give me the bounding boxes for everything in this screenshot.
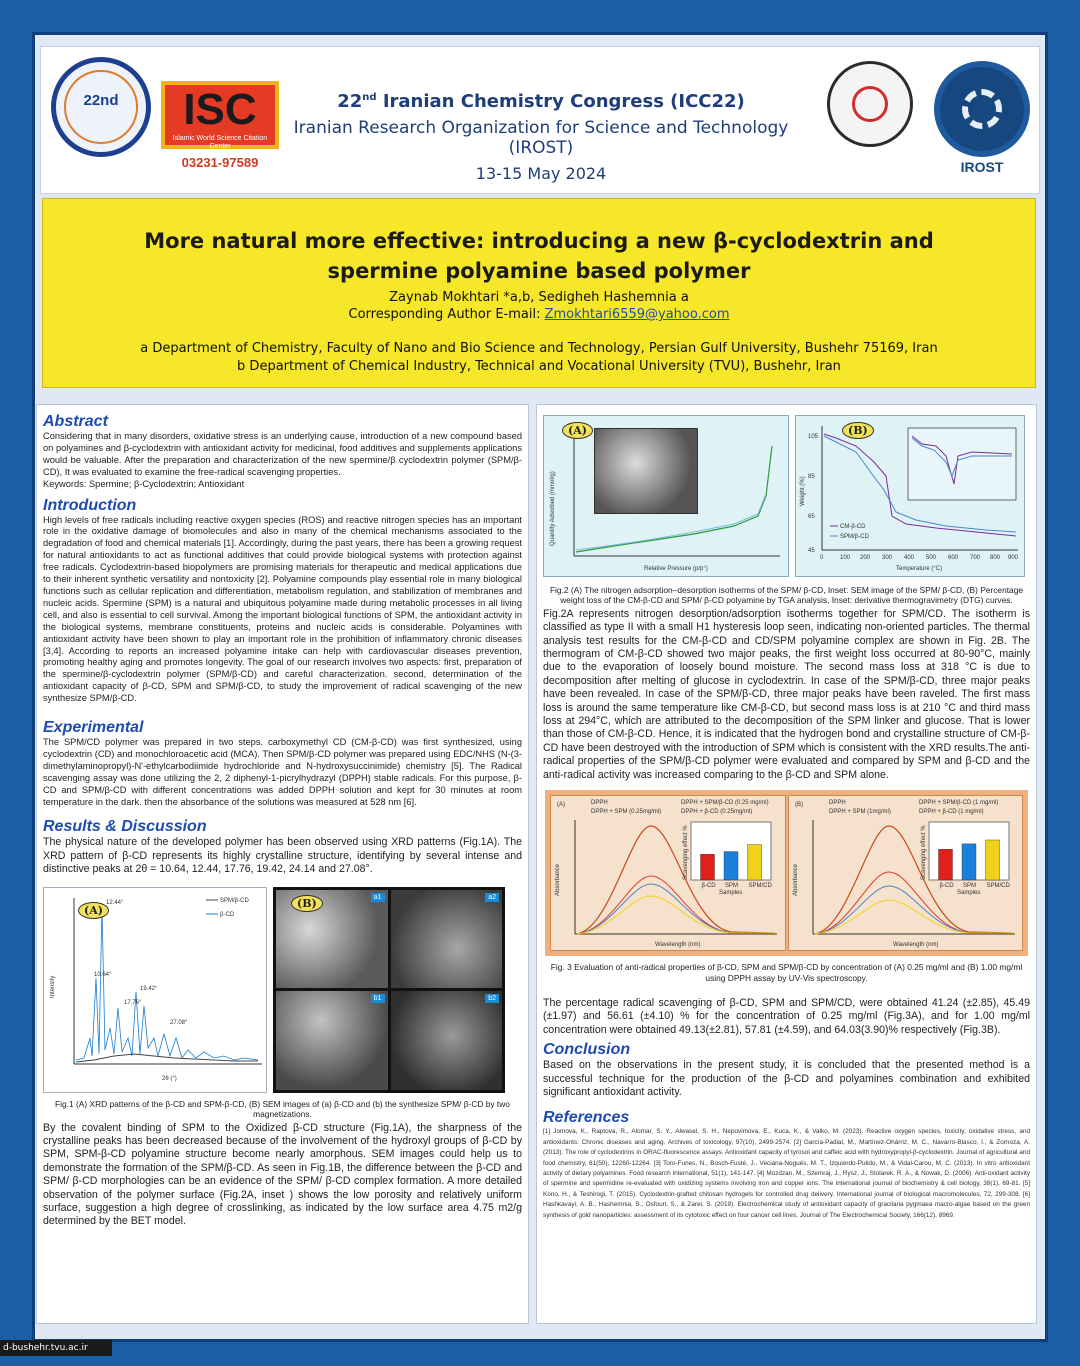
- left-column: [36, 404, 529, 1324]
- inset-x-label: Samples: [956, 890, 980, 897]
- scavenging-bar-label: SPM: [725, 883, 739, 890]
- tga-legend-item: CM-β-CD: [840, 524, 866, 530]
- uvvis-a-y-label: Absorbance: [555, 864, 561, 897]
- scavenging-bar: [701, 854, 715, 880]
- uvvis-plot-a: [551, 796, 781, 950]
- scavenging-bar-label: SPM/CD: [748, 883, 772, 890]
- tga-x-tick: 0: [820, 555, 824, 561]
- xrd-peak-label: 27.08°: [170, 1019, 188, 1026]
- email-link[interactable]: Zmokhtari6559@yahoo.com: [544, 307, 730, 322]
- introduction-text: High levels of free radicals including reactive oxygen species (ROS) and reactive nitrogen species has an important role in the oxidative damage of biomolecules and also in many of the chemical mechanisms associated to the degradation of food and chemical materials [1]. Accordingly, during the past years, there has been a growing request for natural antioxidants to act as functional additives that could provide biological systems with protection against free radicals. Cyclodextrin-based biopolymers are promising materials for therapeutic and medical applications due to their inherent synthetic versatility and nontoxicity [2]. Polyamine compounds play essential role in many biological functions such as cellular replication and differentiation, metabolism regulation, and stabilization of membranes and nucleic acids. Spermine (SPM) is a natural and ubiquitous polyamine made during metabolic processes in all living cell, and also is essential to cell survival. Among the important biological functions of SPM, the antioxidant activity in the biological systems, membrane constituents, proteins and nucleic acids is considerable. Polyamines with antioxidant activity have been shown to play an important role in the prohibition of inflammatory chronic diseases [3,4]. According to reports an increased polyamine intake can help with cardiovascular diseases prevention, promoting healthy aging and promotes longevity. The goal of our research involves two aspects: first, preparation of the spermine/β-cyclodextrin polymer (SPM/β-CD) and careful characterization. second, determination of the antioxidant capacity of β-CD, SPM and SPM/β-CD, to study the improvement of radical scavenging of the new synthesize SPM/β-CD.: [43, 514, 522, 704]
- scavenging-bar-label: β-CD: [701, 883, 716, 890]
- uvvis-b-legend: DPPH + β-CD (1 mg/ml): [918, 809, 984, 816]
- discussion-text: Fig.2A represents nitrogen desorption/adsorption isotherms together for SPM/CD. The isotherm is classified as type II with a small H1 hysteresis loop seen, indicating non-oriented particles. The thermal analysis test results for the CM-β-CD and CD/SPM polyamine complex are shown in Fig. 2B. The thermogram of CM-β-CD showed two major peaks, the first weight loss occurred at 80-90°C, mainly due to the evaporation of loosely bound moisture. The second mass loss at 318 °C is due to decomposition after melting of glucose in cyclodextrin. In case of the SPM/β-CD, three major peaks have been revealed. In case of the SPM/β-CD, three major peaks have been raveled. The first mass loss is around the same temperature like CM-β-CD, but second mass loss is at 210 °C and third mass loss at 294°C, which are attributed to the decomposition of the SPM linker and glucose. That is lower than those of CM-β-CD. Hence, it is indicated that the hydrogen bond and crystalline structure of CM-β-CD have been destroyed with the introduction of SPM which is consistent with the XRD results.The anti-radical properties of the SPM/β-CD polymer were evaluated and compared by SPM and β-CD and the anti-radical activity was increased comparing to the β-CD and SPM alone.: [543, 607, 1030, 781]
- uvvis-a-x-label: Wavelength (nm): [655, 942, 701, 949]
- email-label: Corresponding Author E-mail:: [348, 307, 545, 322]
- uvvis-chart-b: [788, 795, 1024, 951]
- uvvis-a-legend: DPPH + SPM (0.25mg/ml): [591, 809, 662, 816]
- sem-image-b2: [391, 991, 503, 1090]
- xrd-legend-item: SPM/β-CD: [220, 897, 249, 904]
- authors: Zaynab Mokhtari *a,b, Sedigheh Hashemnia a: [389, 290, 689, 305]
- conclusion-heading: Conclusion: [543, 1041, 631, 1059]
- chemical-society-logo: [827, 61, 913, 147]
- scavenging-bar: [724, 852, 738, 880]
- xrd-plot: [44, 888, 266, 1092]
- fig2a-label: (A): [562, 422, 593, 439]
- fig3b-label: (B): [794, 802, 803, 809]
- congress-logo-number: 22nd: [83, 92, 119, 109]
- tga-x-tick: 300: [882, 555, 893, 561]
- footer-url: d-bushehr.tvu.ac.ir: [0, 1340, 112, 1356]
- tga-x-label: Temperature (°C): [896, 566, 943, 572]
- experimental-heading: Experimental: [43, 719, 144, 737]
- introduction-heading: Introduction: [43, 496, 137, 514]
- sem-label: a1: [371, 893, 385, 902]
- figure-3: [545, 790, 1028, 956]
- scavenging-bar-label: SPM/CD: [986, 883, 1010, 890]
- tga-chart: [795, 415, 1025, 577]
- isotherm-inset-sem: [594, 428, 698, 514]
- sem-label: a2: [485, 893, 499, 902]
- tga-legend-item: SPM/β-CD: [840, 534, 869, 540]
- congress-dates: 13-15 May 2024: [475, 164, 607, 183]
- figure-2-caption: Fig.2 (A) The nitrogen adsorption–desorption isotherms of the SPM/ β-CD, Inset: SEM image of the SPM/ β-CD, (B) Percentage weight loss of the CM-β-CD and SPM/ β-CD polyamine by TGA analysis, Inset: derivative thermogravimetry (DTG) curves.: [549, 585, 1024, 606]
- tga-x-tick: 700: [970, 555, 981, 561]
- abstract-text: Considering that in many disorders, oxidative stress is an underlying cause, introduction of a new compound based on polyamines and β-cyclodextrin with antioxidant activity for medicinal, food additives and supplements applications would be valuable. After the preparation and characterization of the new spermine/β cyclodextrin polymer (SPM/β-CD), It was evaluated to examine the free-radical scavenging properties.: [43, 431, 522, 477]
- isc-logo-text: ISC: [183, 85, 257, 134]
- fig1a-label: (A): [78, 902, 109, 919]
- irost-label: IROST: [960, 159, 1004, 175]
- isotherm-x-label: Relative Pressure (p/p°): [644, 566, 708, 572]
- tga-x-tick: 500: [926, 555, 937, 561]
- tga-x-tick: 600: [948, 555, 959, 561]
- xrd-peak-label: 17.76°: [124, 999, 142, 1006]
- scavenging-bar: [962, 844, 976, 880]
- sem-label: b2: [485, 994, 499, 1003]
- results-heading: Results & Discussion: [43, 818, 207, 836]
- sem-image-b1: [276, 991, 388, 1090]
- organization-name: Iranian Research Organization for Science and Technology (IROST): [293, 118, 789, 158]
- fig1b-label: (B): [291, 895, 323, 912]
- scavenging-bar-label: SPM: [962, 883, 976, 890]
- congress-ordinal-suffix: nd: [362, 92, 377, 103]
- tga-x-tick: 100: [840, 555, 851, 561]
- corresponding-email: [43, 307, 1035, 322]
- affiliation-a: a Department of Chemistry, Faculty of Nano and Bio Science and Technology, Persian Gulf University, Bushehr 75169, Iran: [140, 341, 938, 356]
- xrd-peak-label: 19.42°: [140, 985, 158, 992]
- scavenging-bar-label: β-CD: [939, 883, 954, 890]
- tga-x-tick: 400: [904, 555, 915, 561]
- figure-2: [543, 415, 1030, 577]
- tga-x-tick: 200: [860, 555, 871, 561]
- uvvis-plot-b: [789, 796, 1019, 950]
- uvvis-b-y-label: Absorbance: [792, 864, 799, 897]
- right-column: [536, 404, 1037, 1324]
- inset-x-label: Samples: [719, 890, 743, 897]
- congress-title: [281, 91, 801, 183]
- tga-plot: [796, 416, 1024, 576]
- scavenging-bar: [985, 840, 999, 880]
- conclusion-text: Based on the observations in the present study, it is concluded that the presented method is a successful technique for the production of the β-CD and polyamines combination and exhibited significant antioxidant activity.: [543, 1059, 1030, 1098]
- uvvis-b-x-label: Wavelength (nm): [892, 942, 938, 949]
- chemical-society-logo-inner: [852, 86, 888, 122]
- poster-header: [40, 46, 1040, 194]
- scavenging-bars-a: [683, 822, 773, 896]
- scavenging-bars-b: [921, 822, 1011, 896]
- references-text: [1] Jomova, K., Raptova, R., Alomar, S. Y., Alwasel, S. H., Nepovimova, E., Kuca, K., & Valko, M. (2023). Reactive oxygen species, toxicity, oxidative stress, and antioxidants: Chronic diseases and aging. Archives of toxicology, 97(10), 2499-2574. [2] García-Padial, M., Martínez-Ohárriz, M. C., Navarro-Blasco, I., & Zornoza, A. (2013). The role of cyclodextrins in ORAC-fluorescence assays. Antioxidant capacity of tyrosol and caffeic acid with hydroxypropyl-β-cyclodextrin. Journal of agricultural and food chemistry, 61(50), 12260-12264. [3] Toro-Funes, N., Bosch-Fusté, J., Veciana-Nogués, M. T., Izquierdo-Pulido, M., & Vidal-Carou, M. C. (2013). In vitro antioxidant activity of dietary polyamines. Food research international, 51(1), 141-147. [4] Mozdzan, M., Szemraj, J., Rysz, J., Stolarek, R. A., & Nowak, D. (2006). Anti-oxidant activity of spermine and spermidine re-evaluated with oxidizing systems involving iron and copper ions. The international journal of biochemistry & cell biology, 38(1), 69-81. [5] Kono, H., & Teshirogi, T. (2015). Cyclodextrin-grafted chitosan hydrogels for controlled drug delivery. International journal of biological macromolecules, 72, 299-308. [6] Hashkavayi, A. B., Hashemnia, S., Osfouri, S., & Zarei, S. (2019). Electrochemical study of antioxidant capacity of gracilaria pygmaea macro-algae based on the green synthesis of gold nanoparticles: assessment of its cytotoxic effect on four cancer cell lines. Journal of The Electrochemical Society, 166(12), 8969.: [543, 1128, 1030, 1219]
- experimental-text: The SPM/CD polymer was prepared in two steps. carboxymethyl CD (CM-β-CD) was first synthesized, using cyclodextrin (CD) and monochloroacetic acid (MCA). Then SPM/β-CD polymer was prepared using EDC/NHS (N-(3-dimethylaminopropyl)-N'-ethylcarbodiimide hydrochloride and N-hydroxysuccinimide) chemistry [5]. The Radical scavenging assay was done utilizing the 2, 2 diphenyl-1-picrylhydrazyl (DPPH) stable radicals. For this purpose, β-CD and SPM/β-CD with different concentrations was added DPPH solution and kept for 30 minutes at room temperature in the dark. then the absorbance of the solutions was measured at 528 nm [6].: [43, 737, 522, 807]
- results-text-2: By the covalent binding of SPM to the Oxidized β-CD structure (Fig.1A), the sharpness of the crystalline peaks has been decreased because of the involvement of the hydroxyl groups of β-CD by SPM, SPM-β-CD polyamine structure become nearly amorphous. SEM images could help us to demonstrate the formation of the SPM/β-CD. As seen in Fig.1B, the difference between the β-CD and SPM/ β-CD morphologies can be an evidence of the SPM/ β-CD complex formation. A more detailed observation of the polymer surface (Fig.2A, inset ) shows the low porosity and relatively uniform surface, suggestion a high degree of crosslinking, as indicated by the low surface area 4.75 m2/g determined by the BET model.: [43, 1121, 522, 1228]
- tga-x-tick: 800: [990, 555, 1001, 561]
- tga-y-tick: 45: [808, 548, 815, 554]
- tga-y-label: Weight (%): [800, 476, 806, 506]
- uvvis-b-legend: DPPH + SPM (1mg/ml): [828, 809, 891, 816]
- isc-logo-sub: Islamic World Science Citation Center: [172, 135, 268, 150]
- xrd-legend-item: β-CD: [220, 911, 235, 918]
- tga-y-tick: 85: [808, 474, 815, 480]
- tga-y-tick: 65: [808, 514, 815, 520]
- xrd-peak-label: 12.44°: [106, 899, 124, 906]
- abstract-heading: Abstract: [43, 413, 108, 430]
- fig3a-label: (A): [557, 802, 565, 809]
- congress-name-text: Iranian Chemistry Congress (ICC22): [382, 91, 745, 112]
- scavenging-bar: [748, 845, 762, 880]
- xrd-spm-cd-line: [76, 1054, 258, 1062]
- isotherm-y-label: Quantity Adsorbed (mmol/g): [550, 471, 556, 546]
- xrd-peak-label: 10.64°: [94, 971, 112, 978]
- affiliations: [43, 340, 1035, 376]
- uvvis-chart-a: [550, 795, 786, 951]
- sem-image-a2: [391, 890, 503, 989]
- results-text-3: The percentage radical scavenging of β-CD, SPM and SPM/CD, were obtained 41.24 (±2.85), 45.49 (±1.97) and 56.61 (±4.10) % for the concentration of 0.25 mg/ml (Fig.3A), and for 1.00 mg/ml concentration were obtained 49.13(±2.81), 57.81 (±4.59), and 64.03(3.90)% respectively (Fig.3B).: [543, 996, 1030, 1036]
- xrd-x-label: 2θ (°): [162, 1075, 177, 1082]
- results-text-1: The physical nature of the developed polymer has been observed using XRD patterns (Fig.1A). The XRD pattern of β-CD represents its highly crystalline structure, identifying by several intense and distinctive peaks at 2θ = 10.64, 12.44, 17.76, 19.42, 24.14 and 27.08°.: [43, 836, 522, 876]
- uvvis-a-legend: DPPH + β-CD (0.25mg/ml): [681, 809, 753, 816]
- figure-3-caption: Fig. 3 Evaluation of anti-radical properties of β-CD, SPM and SPM/β-CD by concentration of (A) 0.25 mg/ml and (B) 1.00 mg/ml using DPPH assay by UV-Vis spectroscopy.: [550, 962, 1023, 983]
- figure-1: [43, 887, 522, 1093]
- uvvis-a-legend: DPPH + SPM/β-CD (0.25 mg/ml): [681, 800, 769, 807]
- dtg-inset: [908, 428, 1016, 500]
- gear-icon: [962, 89, 1002, 129]
- title-banner: [42, 198, 1036, 388]
- isc-logo: [161, 81, 279, 149]
- scavenging-bar: [938, 849, 952, 880]
- tga-y-tick: 105: [808, 434, 819, 440]
- xrd-y-label: Intensity: [50, 975, 56, 998]
- irost-logo: [934, 61, 1030, 157]
- references-heading: References: [543, 1109, 630, 1127]
- inset-y-label: Scavenging effect %: [920, 825, 927, 881]
- xrd-beta-cd-line: [76, 906, 258, 1060]
- affiliation-b: b Department of Chemical Industry, Technical and Vocational University (TVU), Bushehr, Iran: [237, 359, 841, 374]
- inset-y-label: Scavenging effect %: [683, 825, 689, 881]
- figure-1-caption: Fig.1 (A) XRD patterns of the β-CD and SPM-β-CD, (B) SEM images of (a) β-CD and (b) the synthesize SPM/ β-CD by two magnetizations.: [55, 1098, 510, 1120]
- congress-name: [281, 91, 801, 112]
- congress-ordinal: 22: [337, 91, 363, 112]
- sem-label: b1: [371, 994, 385, 1003]
- sem-images: [273, 887, 505, 1093]
- abstract-keywords: Keywords: Spermine; β-Cyclodextrin; Antioxidant: [43, 478, 245, 489]
- congress-logo: [51, 57, 151, 157]
- isotherm-chart: [543, 415, 789, 577]
- isc-code: 03231-97589: [181, 155, 259, 170]
- uvvis-b-legend: DPPH + SPM/β-CD (1 mg/ml): [918, 800, 998, 807]
- tga-x-tick: 900: [1008, 555, 1019, 561]
- xrd-chart: [43, 887, 267, 1093]
- uvvis-b-legend: DPPH: [828, 800, 846, 807]
- poster-title: More natural more effective: introducing a new β-cyclodextrin and spermine polyamine based polymer: [144, 229, 934, 283]
- fig2b-label: (B): [842, 422, 874, 439]
- uvvis-a-legend: DPPH: [591, 800, 608, 807]
